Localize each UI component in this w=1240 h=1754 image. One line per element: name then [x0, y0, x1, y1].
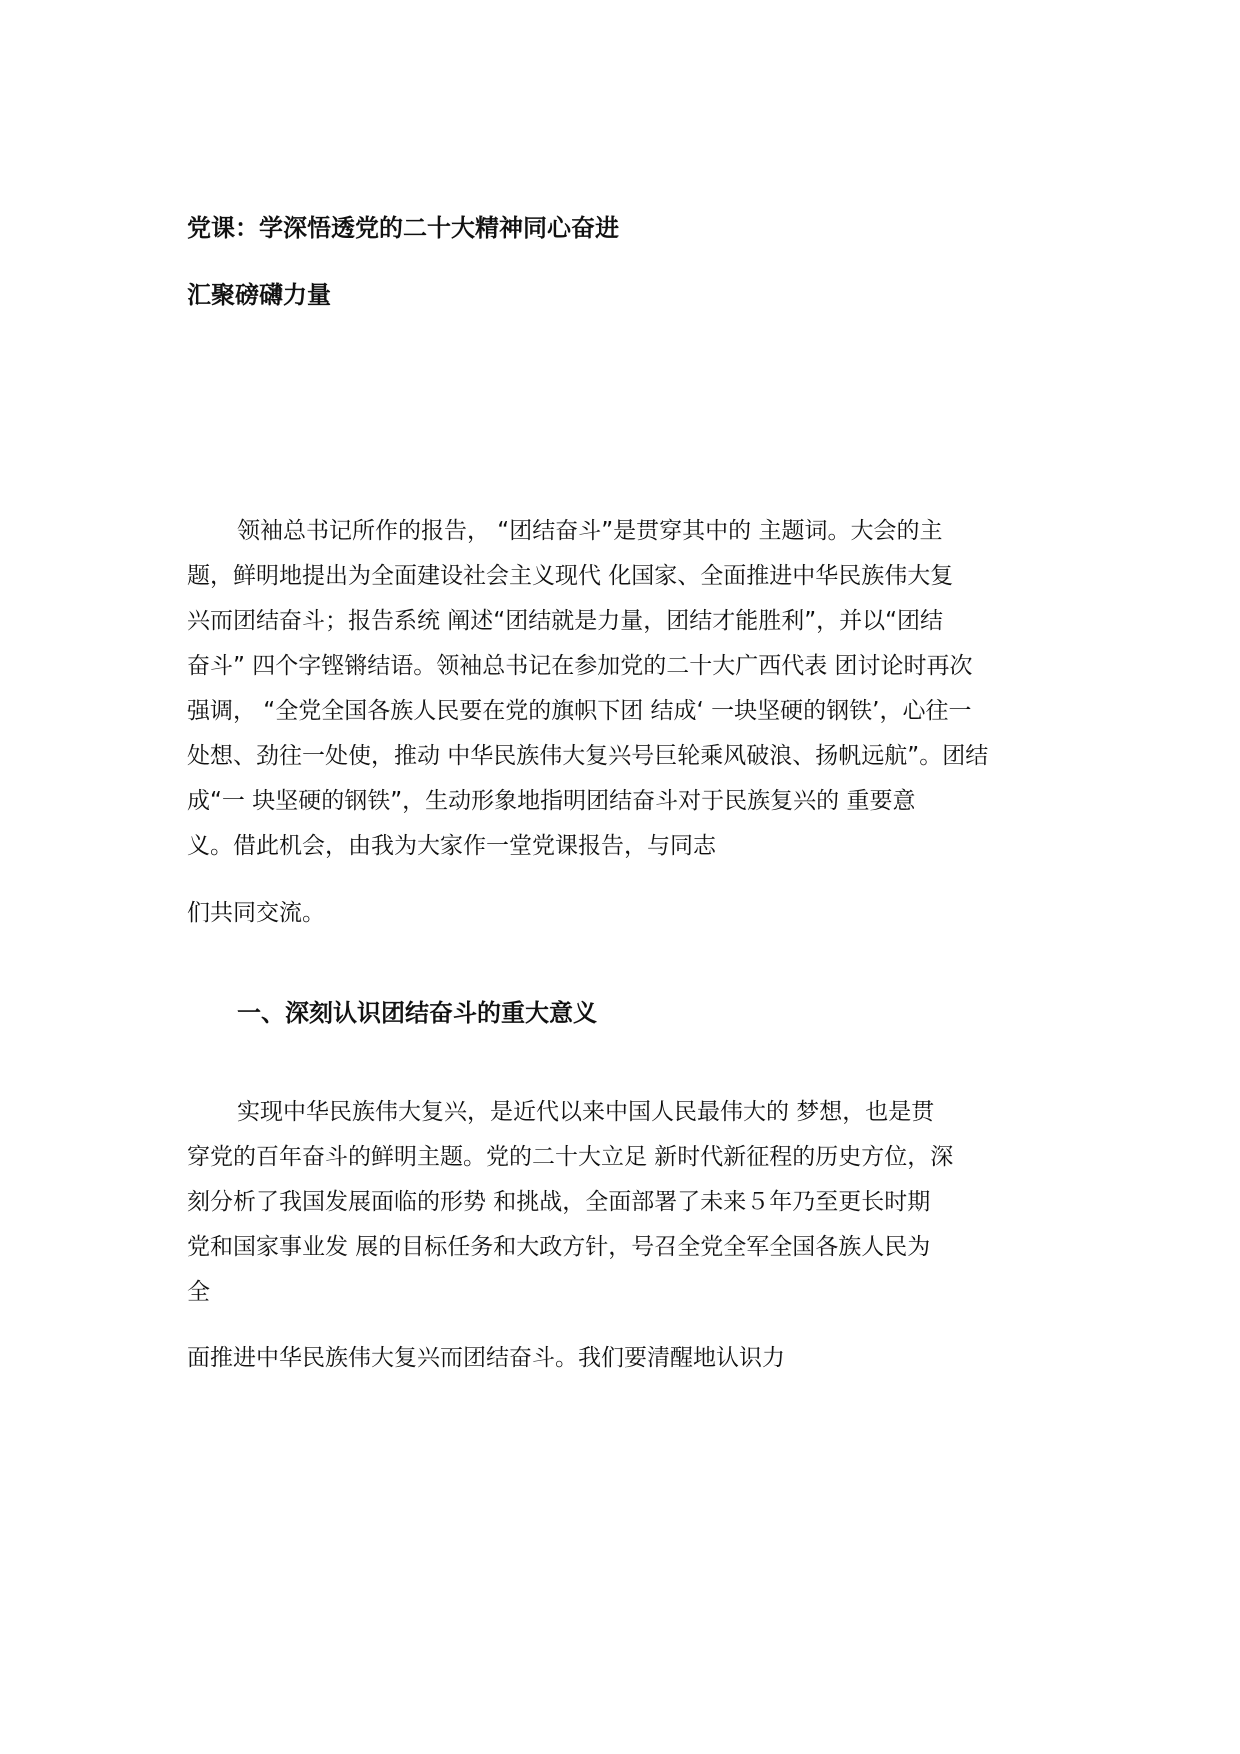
section-1-line-5: 全 [187, 1279, 210, 1305]
section-1-tail-line: 面推进中华民族伟大复兴而团结奋斗。我们要清醒地认识力 [187, 1345, 785, 1371]
document-title-line-2: 汇聚磅礴力量 [187, 281, 331, 309]
section-1-paragraph [187, 1097, 1087, 1322]
section-heading-1: 一、深刻认识团结奋斗的重大意义 [237, 999, 597, 1027]
intro-line-7: 成“一 块坚硬的钢铁”，生动形象地指明团结奋斗对于民族复兴的 重要意 [187, 788, 916, 814]
section-1-line-3: 刻分析了我国发展面临的形势 和挑战，全面部署了未来５年乃至更长时期 [187, 1189, 931, 1215]
section-1-line-2: 穿党的百年奋斗的鲜明主题。党的二十大立足 新时代新征程的历史方位，深 [187, 1144, 954, 1170]
intro-paragraph [187, 516, 1087, 876]
intro-tail-line: 们共同交流。 [187, 900, 325, 926]
intro-line-6: 处想、劲往一处使，推动 中华民族伟大复兴号巨轮乘风破浪、扬帆远航”。团结 [187, 743, 989, 769]
section-1-line-1: 实现中华民族伟大复兴，是近代以来中国人民最伟大的 梦想，也是贯 [237, 1099, 935, 1125]
section-1-line-4: 党和国家事业发 展的目标任务和大政方针，号召全党全军全国各族人民为 [187, 1234, 931, 1260]
intro-line-2: 题，鲜明地提出为全面建设社会主义现代 化国家、全面推进中华民族伟大复 [187, 563, 954, 589]
intro-line-5: 强调， “全党全国各族人民要在党的旗帜下团 结成‘ 一块坚硬的钢铁’，心往一 [187, 698, 972, 724]
intro-line-1: 领袖总书记所作的报告， “团结奋斗”是贯穿其中的 主题词。大会的主 [237, 518, 943, 544]
intro-line-8: 义。借此机会，由我为大家作一堂党课报告，与同志 [187, 833, 716, 859]
document-title-line-1: 党课：学深悟透党的二十大精神同心奋进 [187, 214, 619, 242]
intro-line-3: 兴而团结奋斗；报告系统 阐述“团结就是力量，团结才能胜利”，并以“团结 [187, 608, 944, 634]
intro-line-4: 奋斗” 四个字铿锵结语。领袖总书记在参加党的二十大广西代表 团讨论时再次 [187, 653, 973, 679]
